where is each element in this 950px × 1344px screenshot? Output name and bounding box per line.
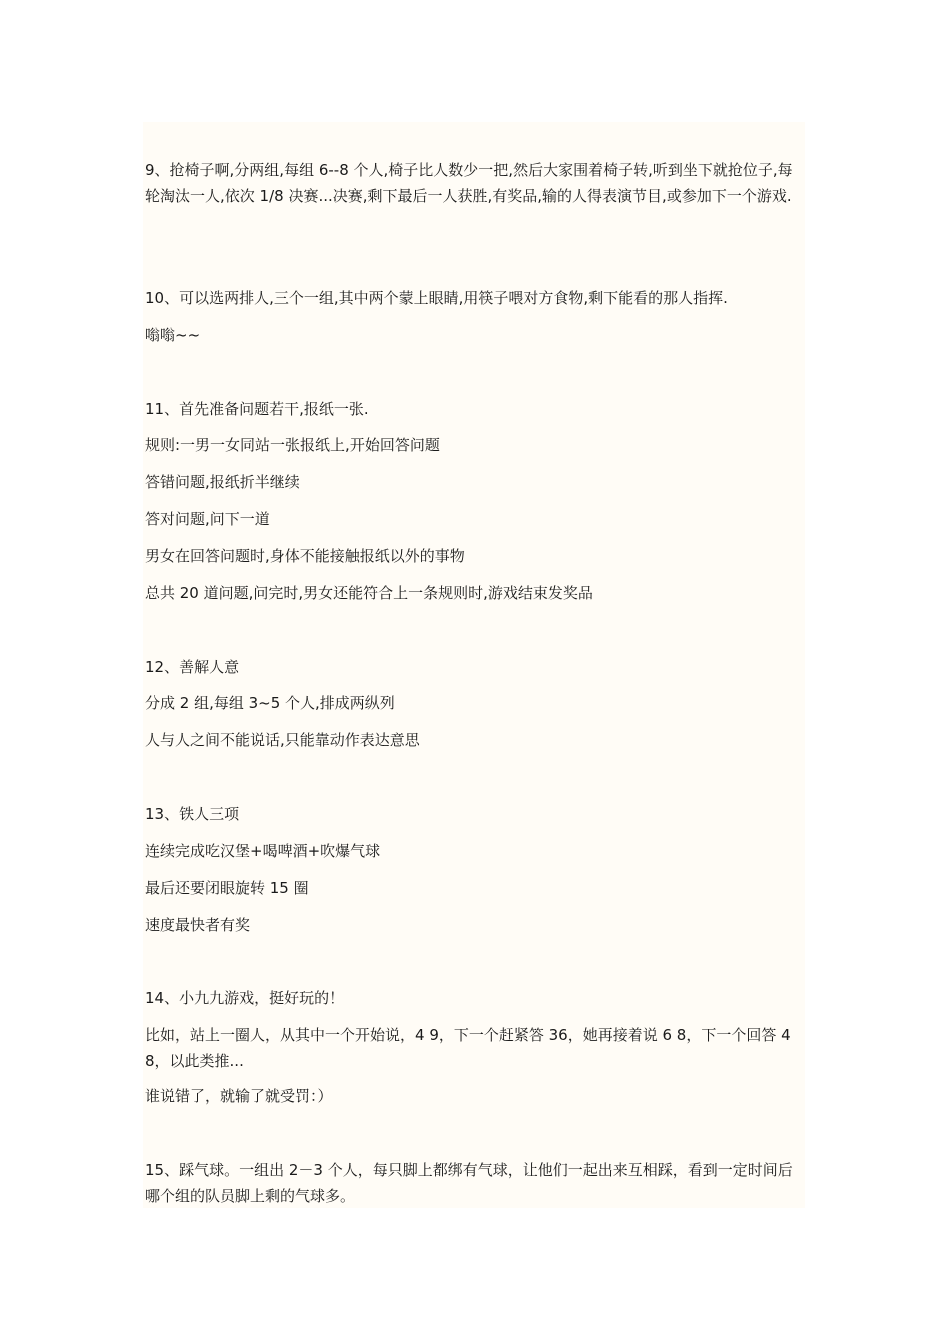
paragraph-game-10-note: 嗡嗡~~ [145,326,201,344]
paragraph-game-12-rule: 人与人之间不能说话,只能靠动作表达意思 [145,731,420,749]
paragraph-game-14-example: 比如，站上一圈人，从其中一个开始说，4 9，下一个赶紧答 36，她再接着说 6 8，下一个回答 48，以此类推... [145,1026,791,1070]
paragraph-game-13-spin: 最后还要闭眼旋转 15 圈 [145,879,309,897]
paragraph-game-11: 11、首先准备问题若干,报纸一张. [145,400,369,418]
paragraph-game-13-prize: 速度最快者有奖 [145,916,251,934]
paragraph-game-12: 12、善解人意 [145,658,240,676]
paragraph-game-14-penalty: 谁说错了，就输了就受罚：） [145,1087,333,1105]
paragraph-game-11-wrong: 答错问题,报纸折半继续 [145,473,300,491]
paragraph-game-15: 15、踩气球。一组出 2－3 个人，每只脚上都绑有气球，让他们一起出来互相踩，看到一定时间后哪个组的队员脚上剩的气球多。 [145,1161,793,1205]
paragraph-game-11-rule: 规则:一男一女同站一张报纸上,开始回答问题 [145,436,440,454]
paragraph-game-14: 14、小九九游戏，挺好玩的！ [145,989,345,1007]
paragraph-game-13-task: 连续完成吃汉堡+喝啤酒+吹爆气球 [145,842,381,860]
paragraph-game-13: 13、铁人三项 [145,805,240,823]
paragraph-game-11-total: 总共 20 道问题,问完时,男女还能符合上一条规则时,游戏结束发奖品 [145,584,593,602]
paragraph-game-12-groups: 分成 2 组,每组 3~5 个人,排成两纵列 [145,694,395,712]
paragraph-game-10: 10、可以选两排人,三个一组,其中两个蒙上眼睛,用筷子喂对方食物,剩下能看的那人指挥. [145,289,728,307]
paragraph-game-11-contact: 男女在回答问题时,身体不能接触报纸以外的事物 [145,547,465,565]
paragraph-game-9: 9、抢椅子啊,分两组,每组 6--8 个人,椅子比人数少一把,然后大家围着椅子转,听到坐下就抢位子,每轮淘汰一人,依次 1/8 决赛...决赛,剩下最后一人获胜,有奖品,输的人得表演节目,或参加下一个游戏. [145,161,793,205]
paragraph-game-11-right: 答对问题,问下一道 [145,510,270,528]
